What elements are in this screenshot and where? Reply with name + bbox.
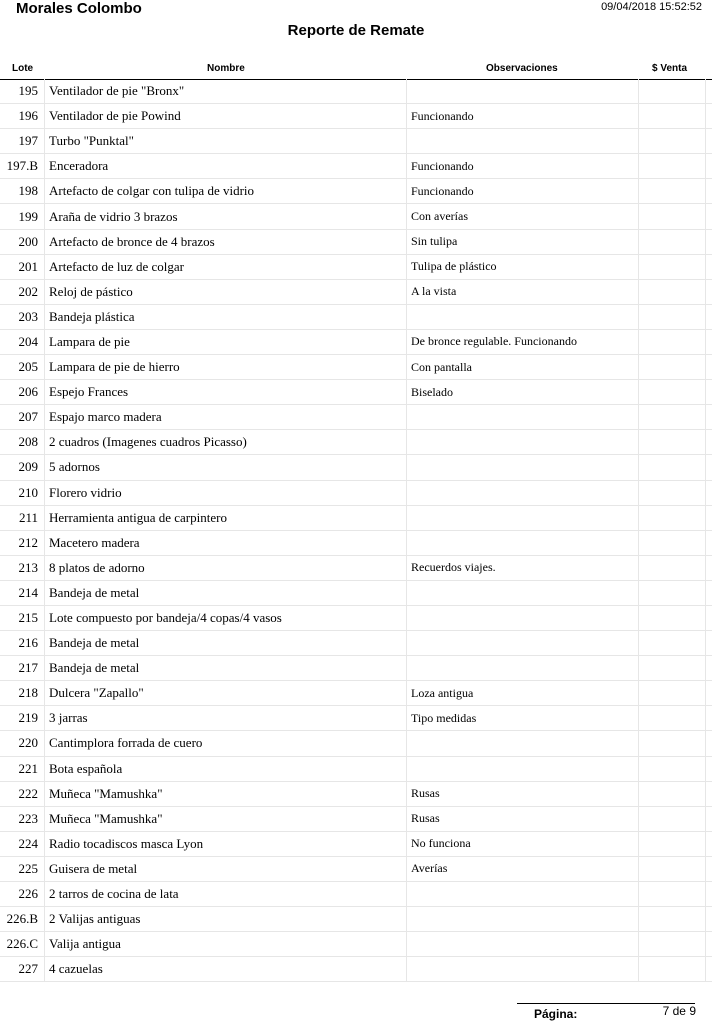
table-row — [0, 455, 712, 480]
cell-nombre: 2 tarros de cocina de lata — [44, 882, 406, 906]
cell-lote: 197.B — [6, 158, 38, 174]
table-row — [0, 129, 712, 154]
cell-nombre: Espajo marco madera — [44, 405, 406, 429]
cell-observaciones — [406, 455, 638, 479]
cell-nombre: Radio tocadiscos masca Lyon — [44, 832, 406, 856]
table-row — [0, 631, 712, 656]
cell-lote: 215 — [18, 610, 38, 626]
cell-nombre: 8 platos de adorno — [44, 556, 406, 580]
cell-lote: 205 — [18, 359, 38, 375]
cell-lote: 195 — [18, 83, 38, 99]
cell-observaciones — [406, 606, 638, 630]
cell-observaciones — [406, 581, 638, 605]
cell-venta — [638, 932, 706, 956]
cell-lote: 206 — [18, 384, 38, 400]
column-header-venta: $ Venta — [652, 63, 688, 74]
cell-venta — [638, 204, 706, 228]
cell-lote: 214 — [18, 584, 38, 600]
cell-nombre: Enceradora — [44, 154, 406, 178]
cell-observaciones: De bronce regulable. Funcionando — [406, 330, 638, 354]
auction-table — [0, 79, 712, 982]
cell-lote: 211 — [18, 509, 38, 525]
table-row — [0, 481, 712, 506]
page-number: 7 de 9 — [662, 1004, 696, 1018]
table-row — [0, 807, 712, 832]
cell-nombre: Bota española — [44, 757, 406, 781]
table-row — [0, 656, 712, 681]
cell-observaciones — [406, 882, 638, 906]
cell-venta — [638, 355, 706, 379]
table-row — [0, 782, 712, 807]
cell-observaciones: Funcionando — [406, 104, 638, 128]
cell-observaciones: A la vista — [406, 280, 638, 304]
cell-nombre: Muñeca "Mamushka" — [44, 807, 406, 831]
cell-nombre: Valija antigua — [44, 932, 406, 956]
cell-nombre: 5 adornos — [44, 455, 406, 479]
cell-venta — [638, 380, 706, 404]
column-header-nombre: Nombre — [207, 63, 245, 74]
table-row — [0, 731, 712, 756]
cell-lote: 219 — [18, 710, 38, 726]
cell-venta — [638, 731, 706, 755]
cell-lote: 213 — [18, 559, 38, 575]
cell-venta — [638, 556, 706, 580]
cell-nombre: Lampara de pie — [44, 330, 406, 354]
cell-venta — [638, 681, 706, 705]
table-row — [0, 556, 712, 581]
cell-observaciones — [406, 129, 638, 153]
column-header-lote: Lote — [12, 63, 34, 74]
cell-nombre: Ventilador de pie "Bronx" — [44, 79, 406, 103]
cell-lote: 201 — [18, 258, 38, 274]
table-row — [0, 832, 712, 857]
cell-nombre: 3 jarras — [44, 706, 406, 730]
cell-observaciones — [406, 757, 638, 781]
table-row — [0, 355, 712, 380]
cell-venta — [638, 305, 706, 329]
cell-observaciones — [406, 631, 638, 655]
table-row — [0, 606, 712, 631]
table-row — [0, 907, 712, 932]
cell-lote: 218 — [18, 685, 38, 701]
cell-venta — [638, 506, 706, 530]
cell-venta — [638, 581, 706, 605]
cell-observaciones — [406, 957, 638, 981]
cell-observaciones: Tulipa de plástico — [406, 255, 638, 279]
report-title: Reporte de Remate — [287, 22, 425, 39]
cell-observaciones: Rusas — [406, 782, 638, 806]
cell-nombre: Cantimplora forrada de cuero — [44, 731, 406, 755]
table-row — [0, 380, 712, 405]
cell-nombre: Guisera de metal — [44, 857, 406, 881]
cell-lote: 212 — [18, 534, 38, 550]
table-row — [0, 79, 712, 104]
cell-nombre: Lote compuesto por bandeja/4 copas/4 vasos — [44, 606, 406, 630]
cell-lote: 200 — [18, 233, 38, 249]
table-row — [0, 757, 712, 782]
column-header-row — [0, 61, 712, 80]
table-row — [0, 932, 712, 957]
cell-nombre: Turbo "Punktal" — [44, 129, 406, 153]
table-row — [0, 154, 712, 179]
cell-venta — [638, 104, 706, 128]
cell-lote: 208 — [18, 434, 38, 450]
cell-lote: 226.C — [6, 936, 38, 952]
cell-nombre: 2 cuadros (Imagenes cuadros Picasso) — [44, 430, 406, 454]
cell-nombre: Florero vidrio — [44, 481, 406, 505]
cell-nombre: Ventilador de pie Powind — [44, 104, 406, 128]
cell-venta — [638, 807, 706, 831]
cell-lote: 224 — [18, 835, 38, 851]
table-row — [0, 506, 712, 531]
cell-lote: 198 — [18, 183, 38, 199]
cell-venta — [638, 280, 706, 304]
cell-lote: 204 — [18, 333, 38, 349]
table-row — [0, 405, 712, 430]
cell-lote: 226 — [18, 886, 38, 902]
cell-lote: 199 — [18, 208, 38, 224]
table-row — [0, 706, 712, 731]
cell-lote: 207 — [18, 409, 38, 425]
cell-nombre: Dulcera "Zapallo" — [44, 681, 406, 705]
cell-nombre: Muñeca "Mamushka" — [44, 782, 406, 806]
cell-nombre: Bandeja de metal — [44, 631, 406, 655]
cell-venta — [638, 79, 706, 103]
cell-observaciones: Averías — [406, 857, 638, 881]
cell-venta — [638, 154, 706, 178]
table-row — [0, 204, 712, 229]
cell-observaciones: Funcionando — [406, 179, 638, 203]
cell-venta — [638, 832, 706, 856]
cell-nombre: Bandeja de metal — [44, 656, 406, 680]
report-datetime: 09/04/2018 15:52:52 — [601, 1, 702, 13]
cell-lote: 210 — [18, 484, 38, 500]
cell-observaciones — [406, 305, 638, 329]
cell-venta — [638, 631, 706, 655]
company-name: Morales Colombo — [16, 0, 142, 17]
cell-observaciones: Con averías — [406, 204, 638, 228]
cell-observaciones: Con pantalla — [406, 355, 638, 379]
cell-lote: 221 — [18, 760, 38, 776]
cell-nombre: Reloj de pástico — [44, 280, 406, 304]
table-row — [0, 104, 712, 129]
cell-venta — [638, 179, 706, 203]
table-row — [0, 882, 712, 907]
cell-venta — [638, 129, 706, 153]
cell-lote: 220 — [18, 735, 38, 751]
cell-nombre: Macetero madera — [44, 531, 406, 555]
table-row — [0, 179, 712, 204]
cell-nombre: Herramienta antigua de carpintero — [44, 506, 406, 530]
table-row — [0, 280, 712, 305]
cell-venta — [638, 230, 706, 254]
cell-observaciones — [406, 531, 638, 555]
table-row — [0, 305, 712, 330]
cell-lote: 196 — [18, 108, 38, 124]
table-row — [0, 581, 712, 606]
cell-observaciones: Biselado — [406, 380, 638, 404]
cell-nombre: Artefacto de luz de colgar — [44, 255, 406, 279]
cell-observaciones: No funciona — [406, 832, 638, 856]
cell-lote: 222 — [18, 785, 38, 801]
column-header-observaciones: Observaciones — [486, 63, 558, 74]
cell-venta — [638, 330, 706, 354]
cell-nombre: 4 cazuelas — [44, 957, 406, 981]
table-row — [0, 531, 712, 556]
cell-observaciones — [406, 506, 638, 530]
cell-observaciones — [406, 656, 638, 680]
cell-observaciones: Loza antigua — [406, 681, 638, 705]
table-row — [0, 230, 712, 255]
cell-venta — [638, 957, 706, 981]
cell-nombre: Artefacto de bronce de 4 brazos — [44, 230, 406, 254]
cell-observaciones: Funcionando — [406, 154, 638, 178]
table-row — [0, 430, 712, 455]
cell-nombre: Bandeja de metal — [44, 581, 406, 605]
cell-venta — [638, 782, 706, 806]
cell-observaciones — [406, 932, 638, 956]
table-row — [0, 681, 712, 706]
cell-lote: 227 — [18, 961, 38, 977]
cell-observaciones: Tipo medidas — [406, 706, 638, 730]
cell-nombre: 2 Valijas antiguas — [44, 907, 406, 931]
table-row — [0, 957, 712, 982]
cell-lote: 226.B — [6, 911, 38, 927]
cell-lote: 223 — [18, 810, 38, 826]
table-row — [0, 330, 712, 355]
cell-nombre: Araña de vidrio 3 brazos — [44, 204, 406, 228]
cell-observaciones — [406, 79, 638, 103]
cell-venta — [638, 430, 706, 454]
page-label: Página: — [534, 1007, 578, 1021]
cell-venta — [638, 907, 706, 931]
cell-lote: 202 — [18, 283, 38, 299]
cell-observaciones: Sin tulipa — [406, 230, 638, 254]
cell-observaciones — [406, 907, 638, 931]
cell-observaciones: Rusas — [406, 807, 638, 831]
cell-observaciones — [406, 430, 638, 454]
cell-venta — [638, 706, 706, 730]
cell-lote: 216 — [18, 635, 38, 651]
cell-lote: 217 — [18, 660, 38, 676]
cell-nombre: Lampara de pie de hierro — [44, 355, 406, 379]
cell-venta — [638, 405, 706, 429]
cell-nombre: Artefacto de colgar con tulipa de vidrio — [44, 179, 406, 203]
cell-observaciones — [406, 731, 638, 755]
cell-observaciones — [406, 481, 638, 505]
table-row — [0, 857, 712, 882]
cell-venta — [638, 857, 706, 881]
cell-venta — [638, 531, 706, 555]
cell-venta — [638, 255, 706, 279]
cell-venta — [638, 455, 706, 479]
cell-venta — [638, 882, 706, 906]
cell-venta — [638, 757, 706, 781]
cell-venta — [638, 656, 706, 680]
cell-venta — [638, 606, 706, 630]
cell-venta — [638, 481, 706, 505]
cell-observaciones — [406, 405, 638, 429]
cell-lote: 197 — [18, 133, 38, 149]
cell-nombre: Bandeja plástica — [44, 305, 406, 329]
cell-lote: 225 — [18, 860, 38, 876]
cell-lote: 203 — [18, 308, 38, 324]
cell-observaciones: Recuerdos viajes. — [406, 556, 638, 580]
cell-nombre: Espejo Frances — [44, 380, 406, 404]
table-row — [0, 255, 712, 280]
cell-lote: 209 — [18, 459, 38, 475]
